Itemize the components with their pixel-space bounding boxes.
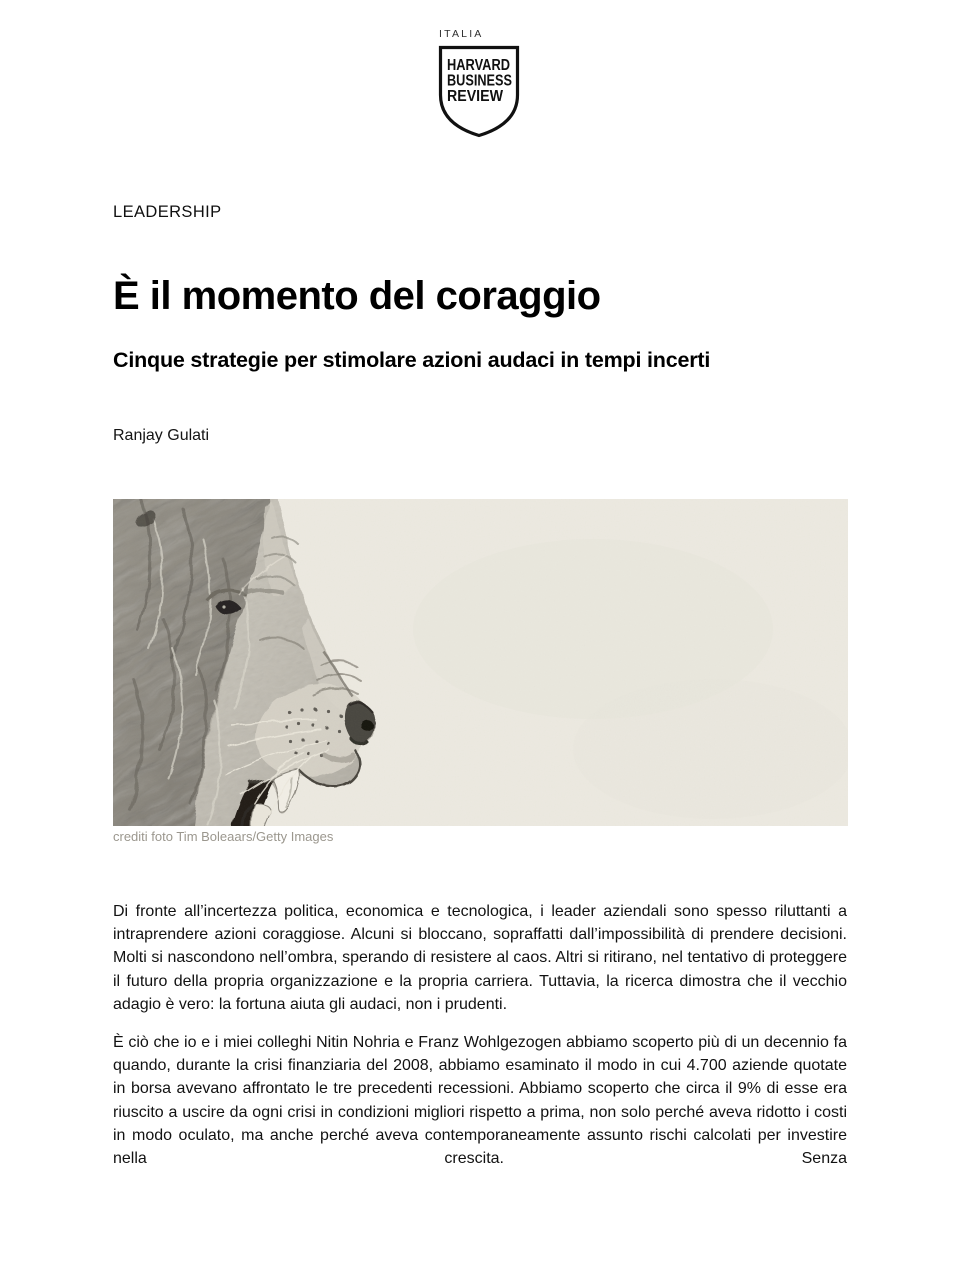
article-author: Ranjay Gulati <box>113 427 210 444</box>
logo-line-3: REVIEW <box>447 88 504 105</box>
paragraph-1: Di fronte all’incertezza politica, economica e tecnologica, i leader aziendali sono spesso riluttanti a intraprendere azioni coraggiose. Alcuni si bloccano, sopraffatti dall’impossibilità di prendere decisioni. Molti si nascondono nell’ombra, sperando di resistere al caos. Altri si ritirano, nel tentativo di proteggere il futuro della propria organizzazione e la propria carriera. Tuttavia, la ricerca dimostra che il vecchio adagio è vero: la fortuna aiuta gli audaci, non i prudenti. <box>113 903 847 1013</box>
category-label: LEADERSHIP <box>113 203 222 221</box>
logo-country-label: ITALIA <box>439 28 484 40</box>
photo-credit: crediti foto Tim Boleaars/Getty Images <box>113 829 334 844</box>
lion-photo <box>113 499 848 826</box>
logo-line-1: HARVARD <box>447 57 510 74</box>
hbr-shield-logo-icon <box>438 45 520 139</box>
paragraph-2: È ciò che io e i miei colleghi Nitin Nohria e Franz Wohlgezogen abbiamo scoperto più di un decennio fa quando, durante la crisi finanziaria del 2008, abbiamo esaminato il modo in cui 4.700 aziende quotate in borsa avevano affrontato le tre precedenti recessioni. Abbiamo scoperto che circa il 9% di esse era riuscito a uscire da ogni crisi in condizioni migliori rispetto a prima, non solo perché aveva ridotto i costi in modo oculato, ma anche perché aveva contemporaneamente assunto rischi calcolati per investire nella crescita. Senza <box>113 1034 847 1168</box>
article-content <box>0 202 960 1170</box>
photo-grain-overlay <box>113 499 848 826</box>
masthead <box>438 0 522 139</box>
hero-figure <box>113 499 847 845</box>
logo-line-2: BUSINESS <box>447 72 512 90</box>
article-title: È il momento del coraggio <box>113 274 601 318</box>
article-subtitle: Cinque strategie per stimolare azioni audaci in tempi incerti <box>113 348 711 372</box>
article-body <box>113 900 847 1170</box>
